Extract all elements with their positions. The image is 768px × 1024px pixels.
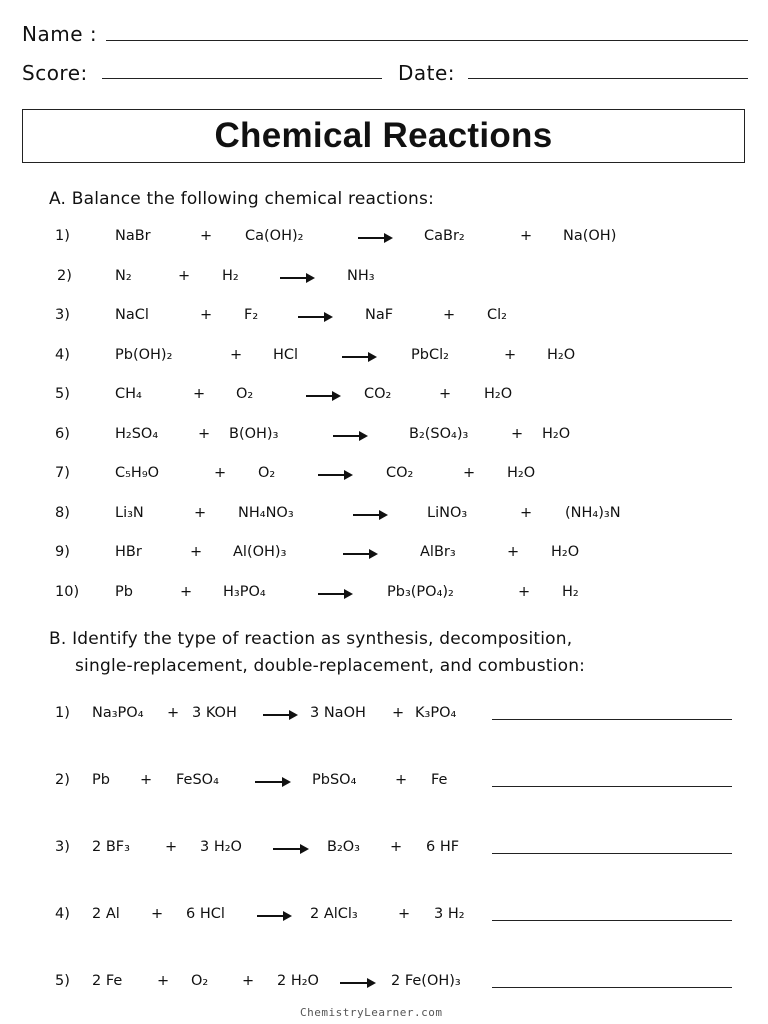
plus-sign: + — [392, 705, 405, 721]
reactant: 2 H₂O — [277, 973, 319, 989]
reactant: 3 KOH — [192, 705, 237, 721]
product: Fe — [431, 772, 448, 788]
reaction-arrow — [333, 435, 366, 437]
product: LiNO₃ — [427, 504, 468, 521]
plus-sign: + — [504, 346, 517, 363]
section-b-heading-line1: B. Identify the type of reaction as synthesis, decomposition, — [49, 629, 573, 649]
item-number: 7) — [55, 465, 70, 481]
plus-sign: + — [214, 465, 227, 481]
product: B₂O₃ — [327, 839, 360, 855]
reactant: C₅H₉O — [115, 465, 160, 481]
item-number: 5) — [55, 973, 70, 989]
reaction-arrow — [340, 982, 374, 984]
product: CO₂ — [364, 386, 392, 402]
plus-sign: + — [198, 425, 211, 442]
product: CO₂ — [386, 465, 414, 481]
product: H₂O — [547, 346, 576, 363]
plus-sign: + — [443, 307, 456, 323]
product: 3 H₂ — [434, 906, 465, 922]
plus-sign: + — [520, 504, 533, 521]
plus-sign: + — [390, 839, 403, 855]
plus-sign: + — [178, 267, 191, 284]
product: K₃PO₄ — [415, 705, 457, 721]
product: H₂O — [551, 544, 580, 560]
product: AlBr₃ — [420, 544, 456, 560]
name-label: Name : — [22, 22, 98, 46]
reactant: HCl — [273, 346, 299, 363]
product: Pb₃(PO₄)₂ — [387, 583, 454, 600]
item-number: 4) — [55, 346, 70, 363]
section-a-heading: A. Balance the following chemical reactions: — [49, 189, 435, 209]
reactant: F₂ — [244, 307, 259, 323]
item-number: 3) — [55, 839, 70, 855]
reactant: H₂ — [222, 267, 239, 284]
reaction-arrow — [318, 593, 351, 595]
item-number: 8) — [55, 504, 70, 521]
plus-sign: + — [507, 544, 520, 560]
product: NH₃ — [347, 267, 375, 284]
reactant: 3 H₂O — [200, 839, 242, 855]
item-number: 2) — [55, 772, 70, 788]
product: H₂O — [542, 425, 571, 442]
reactant: O₂ — [191, 973, 209, 989]
product: H₂O — [507, 465, 536, 481]
reactant: Pb — [115, 583, 133, 600]
product: Na(OH) — [563, 228, 617, 244]
plus-sign: + — [200, 307, 213, 323]
reaction-arrow — [343, 553, 376, 555]
reactant: Ca(OH)₂ — [245, 228, 304, 244]
item-number: 1) — [55, 228, 70, 244]
plus-sign: + — [230, 346, 243, 363]
reactant: Pb — [92, 772, 110, 788]
reactant: H₂SO₄ — [115, 425, 159, 442]
reactant: Al(OH)₃ — [233, 544, 287, 560]
reactant: CH₄ — [115, 386, 142, 402]
reactant: Na₃PO₄ — [92, 705, 144, 721]
product: 2 Fe(OH)₃ — [391, 973, 461, 989]
answer-line[interactable] — [492, 920, 732, 921]
item-number: 2) — [57, 267, 72, 284]
item-number: 3) — [55, 307, 70, 323]
plus-sign: + — [157, 973, 170, 989]
item-number: 6) — [55, 425, 70, 442]
date-label: Date: — [398, 61, 456, 85]
reactant: HBr — [115, 544, 142, 560]
reactant: Pb(OH)₂ — [115, 346, 173, 363]
product: PbCl₂ — [411, 346, 449, 363]
plus-sign: + — [180, 583, 193, 600]
item-number: 9) — [55, 544, 70, 560]
reactant: Li₃N — [115, 504, 144, 521]
product: NaF — [365, 307, 394, 323]
reactant: 2 Al — [92, 906, 120, 922]
reactant: H₃PO₄ — [223, 583, 266, 600]
reactant: 2 BF₃ — [92, 839, 130, 855]
product: 2 AlCl₃ — [310, 906, 358, 922]
item-number: 4) — [55, 906, 70, 922]
plus-sign: + — [511, 425, 524, 442]
item-number: 1) — [55, 705, 70, 721]
product: CaBr₂ — [424, 228, 465, 244]
plus-sign: + — [395, 772, 408, 788]
plus-sign: + — [520, 228, 533, 244]
reactant: NaCl — [115, 307, 149, 323]
plus-sign: + — [165, 839, 178, 855]
reactant: 6 HCl — [186, 906, 225, 922]
product: (NH₄)₃N — [565, 504, 621, 521]
product: B₂(SO₄)₃ — [409, 425, 469, 442]
item-number: 5) — [55, 386, 70, 402]
score-label: Score: — [22, 61, 88, 85]
reactant: N₂ — [115, 267, 132, 284]
reaction-arrow — [280, 277, 313, 279]
plus-sign: + — [242, 973, 255, 989]
product: H₂O — [484, 386, 513, 402]
title-box — [22, 109, 745, 163]
footer-watermark: ChemistryLearner.com — [300, 1006, 443, 1019]
answer-line[interactable] — [492, 987, 732, 988]
plus-sign: + — [193, 386, 206, 402]
reactant: 2 Fe — [92, 973, 123, 989]
answer-line[interactable] — [492, 786, 732, 787]
reactant: O₂ — [258, 465, 276, 481]
plus-sign: + — [151, 906, 164, 922]
name-field-line[interactable] — [106, 40, 748, 41]
plus-sign: + — [194, 504, 207, 521]
reaction-arrow — [353, 514, 386, 516]
product: 3 NaOH — [310, 705, 366, 721]
plus-sign: + — [518, 583, 531, 600]
plus-sign: + — [190, 544, 203, 560]
plus-sign: + — [167, 705, 180, 721]
product: H₂ — [562, 583, 579, 600]
plus-sign: + — [463, 465, 476, 481]
reaction-arrow — [273, 848, 307, 850]
reaction-arrow — [255, 781, 289, 783]
plus-sign: + — [439, 386, 452, 402]
plus-sign: + — [140, 772, 153, 788]
reaction-arrow — [318, 474, 351, 476]
product: Cl₂ — [487, 307, 507, 323]
section-b-heading-line2: single-replacement, double-replacement, and combustion: — [75, 656, 586, 676]
plus-sign: + — [200, 228, 213, 244]
plus-sign: + — [398, 906, 411, 922]
reaction-arrow — [306, 395, 339, 397]
reactant: O₂ — [236, 386, 254, 402]
answer-line[interactable] — [492, 853, 732, 854]
reactant: NaBr — [115, 228, 151, 244]
reaction-arrow — [263, 714, 296, 716]
reaction-arrow — [298, 316, 331, 318]
reactant: B(OH)₃ — [229, 425, 279, 442]
reactant: NH₄NO₃ — [238, 504, 294, 521]
page-title: Chemical Reactions — [214, 116, 553, 155]
reaction-arrow — [257, 915, 290, 917]
date-field-line[interactable] — [468, 78, 748, 79]
product: 6 HF — [426, 839, 460, 855]
score-field-line[interactable] — [102, 78, 382, 79]
item-number: 10) — [55, 583, 80, 600]
product: PbSO₄ — [312, 772, 357, 788]
reaction-arrow — [358, 237, 391, 239]
answer-line[interactable] — [492, 719, 732, 720]
reaction-arrow — [342, 356, 375, 358]
reactant: FeSO₄ — [176, 772, 219, 788]
